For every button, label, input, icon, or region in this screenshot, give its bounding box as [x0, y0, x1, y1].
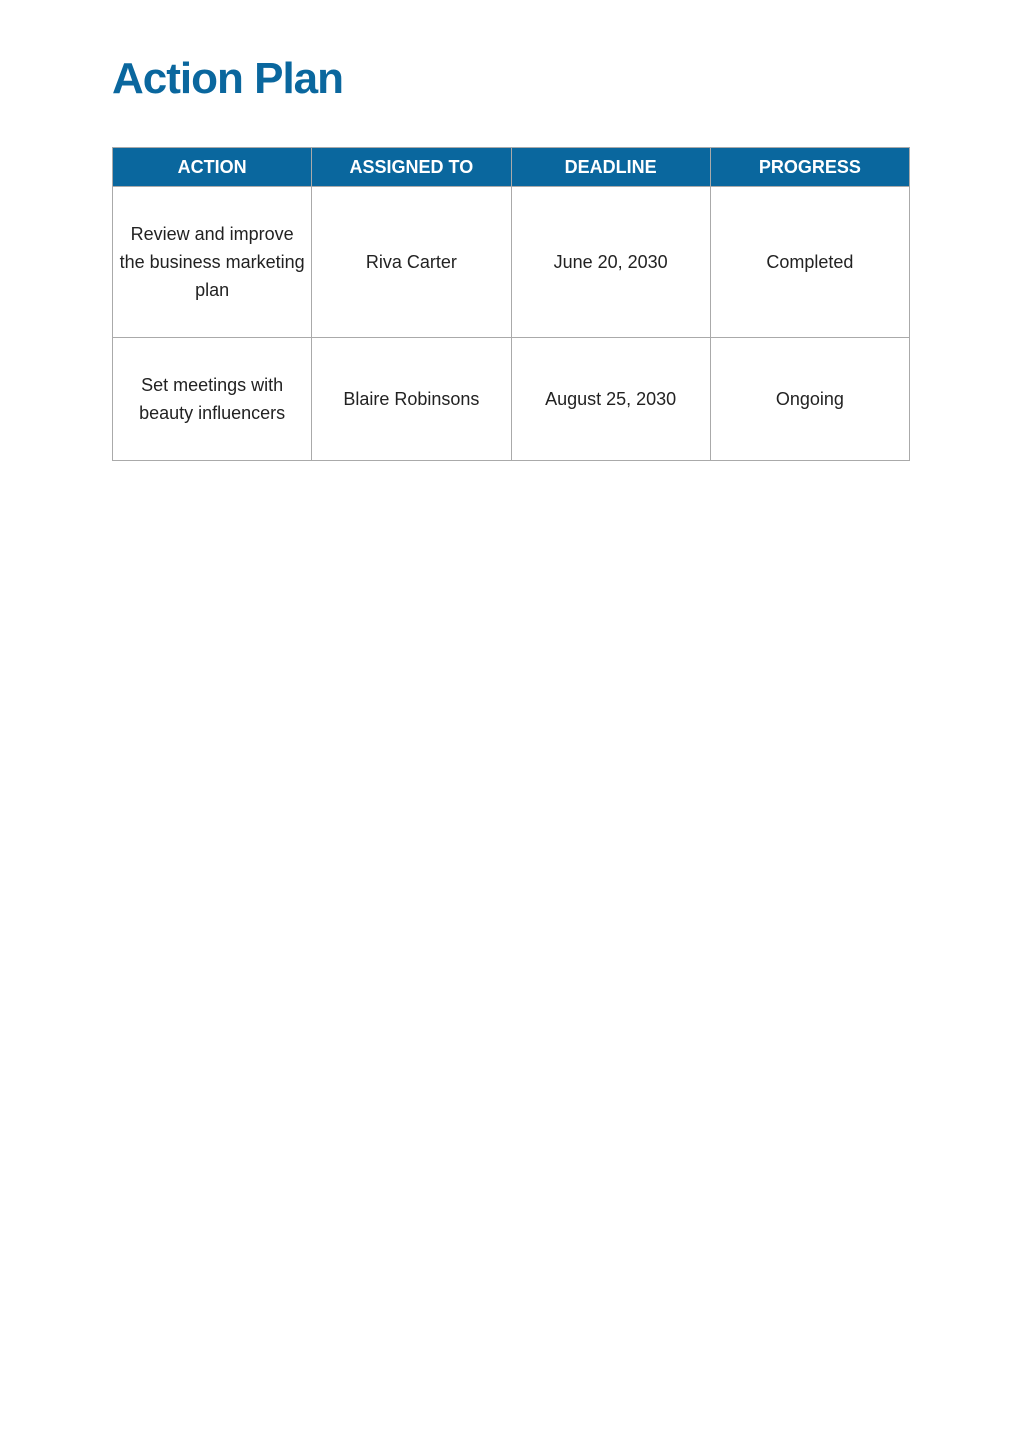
- table-row: [113, 187, 910, 338]
- header-assigned-to: ASSIGNED TO: [312, 148, 511, 187]
- page-title: Action Plan: [112, 54, 344, 103]
- cell-deadline: June 20, 2030: [511, 187, 710, 338]
- header-deadline: DEADLINE: [511, 148, 710, 187]
- header-action: ACTION: [113, 148, 312, 187]
- cell-progress: Completed: [710, 187, 909, 338]
- cell-assigned-to: Riva Carter: [312, 187, 511, 338]
- action-plan-table: [112, 147, 910, 461]
- header-progress: PROGRESS: [710, 148, 909, 187]
- table-row: [113, 338, 910, 461]
- cell-deadline: August 25, 2030: [511, 338, 710, 461]
- table-header-row: [113, 148, 910, 187]
- cell-assigned-to: Blaire Robinsons: [312, 338, 511, 461]
- cell-action: Set meetings with beauty influencers: [113, 338, 312, 461]
- cell-action: Review and improve the business marketing plan: [113, 187, 312, 338]
- cell-progress: Ongoing: [710, 338, 909, 461]
